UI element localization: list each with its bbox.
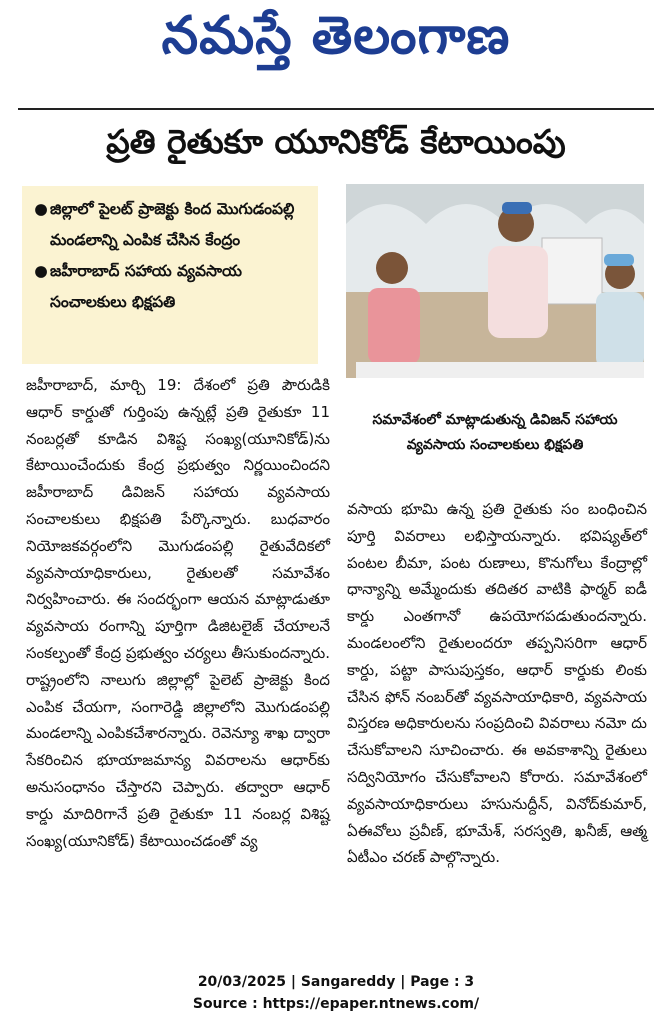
highlight-item <box>32 194 310 256</box>
article-photo <box>346 184 644 378</box>
bullet-icon: ● <box>34 200 48 218</box>
footer-date-line: 20/03/2025 | Sangareddy | Page : 3 <box>197 974 475 990</box>
highlight-text: జహీరాబాద్ సహాయ వ్యవసాయ సంచాలకులు భిక్షపతి <box>50 262 242 311</box>
body-paragraph: వసాయ భూమి ఉన్న ప్రతి రైతుకు సం బంధించిన పూర్తి వివరాలు లభిస్తాయన్నారు. భవిష్యత్‌లో పంటల బీమా, పంట రుణాలు, కొనుగోలు కేంద్రాల్లో ధాన్యాన్ని అమ్మేందుకు తదితర వాటికి ఫార్మర్ ఐడీ కార్డు ఎంతగానో ఉపయోగపడుతుందన్నారు. మండలంలోని రైతులందరూ తప్పనిసరిగా ఆధార్ కార్డు, పట్టా పాసుపుస్తకం, ఆధార్ కార్డుకు లింకు చేసిన ఫోన్ నంబర్‌తో వ్యవసాయాధికారి, వ్యవసాయ విస్తరణ అధికారులను సంప్రదించి వివరాలు నమో దు చేసుకోవాలని సూచించారు. ఈ అవకాశాన్ని రైతులు సద్వినియోగం చేసుకోవాలని కోరారు. సమావేశంలో వ్యవసాయాధికారులు హసునుద్దీన్, వినోద్‌కుమార్, ఏఈవోలు ప్రవీణ్, భూమేశ్, సరస్వతి, ఖనీజ్, ఆత్మ ఏటీఎం చరణ్ పాల్గొన్నారు. <box>347 500 647 867</box>
masthead-title: నమస్తే తెలంగాణ <box>161 5 511 66</box>
masthead-logo <box>0 0 672 84</box>
article-body-right <box>347 496 647 871</box>
top-rule <box>18 108 654 110</box>
article-body-left <box>26 372 330 854</box>
photo-caption: సమావేశంలో మాట్లాడుతున్న డివిజన్ సహాయ వ్యవసాయ సంచాలకులు భిక్షపతి <box>372 412 618 453</box>
bullet-icon: ● <box>34 262 48 280</box>
meeting-photo-illustration <box>346 184 644 378</box>
highlight-item <box>32 256 310 318</box>
article-headline: ప్రతి రైతుకూ యూనికోడ్ కేటాయింపు <box>106 121 566 161</box>
body-paragraph: జహీరాబాద్, మార్చి 19: దేశంలో ప్రతి పౌరుడికి ఆధార్ కార్డుతో గుర్తింపు ఉన్నట్లే ప్రతి రైతుకూ 11 నంబర్లతో కూడిన విశిష్ట సంఖ్య(యూనికోడ్)ను కేటాయించేందుకు కేంద్ర ప్రభుత్వం నిర్ణయించిందని జహీరాబాద్ డివిజన్ సహాయ వ్యవసాయ సంచాలకులు భిక్షపతి పేర్కొన్నారు. బుధవారం నియోజకవర్గంలోని మొగుడంపల్లి రైతువేదికలో వ్యవసాయాధికారులు, రైతులతో సమావేశం నిర్వహించారు. ఈ సందర్భంగా ఆయన మాట్లాడుతూ వ్యవసాయ రంగాన్ని పూర్తిగా డిజిటలైజ్ చేయాలనే సంకల్పంతో కేంద్ర ప్రభుత్వం చర్యలు తీసుకుందన్నారు. రాష్ట్రంలోని నాలుగు జిల్లాల్లో పైలెట్ ప్రాజెక్టు కింద ఎంపిక చేయగా, సంగారెడ్డి జిల్లాలోని మొగుడంపల్లి మండలాన్ని ఎంపికచేశారన్నారు. రెవెన్యూ శాఖ ద్వారా సేకరించిన భూయాజమాన్య వివరాలను ఆధార్‌కు అనుసంధానం చేస్తారని చెప్పారు. తద్వారా ఆధార్ కార్డు మాదిరిగానే ప్రతి రైతుకూ 11 నంబర్ల విశిష్ట సంఖ్య(యూనికోడ్) కేటాయించడంతో వ్య <box>26 376 330 850</box>
highlights-box <box>22 186 318 364</box>
highlight-text: జిల్లాలో పైలట్ ప్రాజెక్టు కింద మొగుడంపల్లి మండలాన్ని ఎంపిక చేసిన కేంద్రం <box>50 200 295 249</box>
footer-source-line: Source : https://epaper.ntnews.com/ <box>192 996 480 1012</box>
